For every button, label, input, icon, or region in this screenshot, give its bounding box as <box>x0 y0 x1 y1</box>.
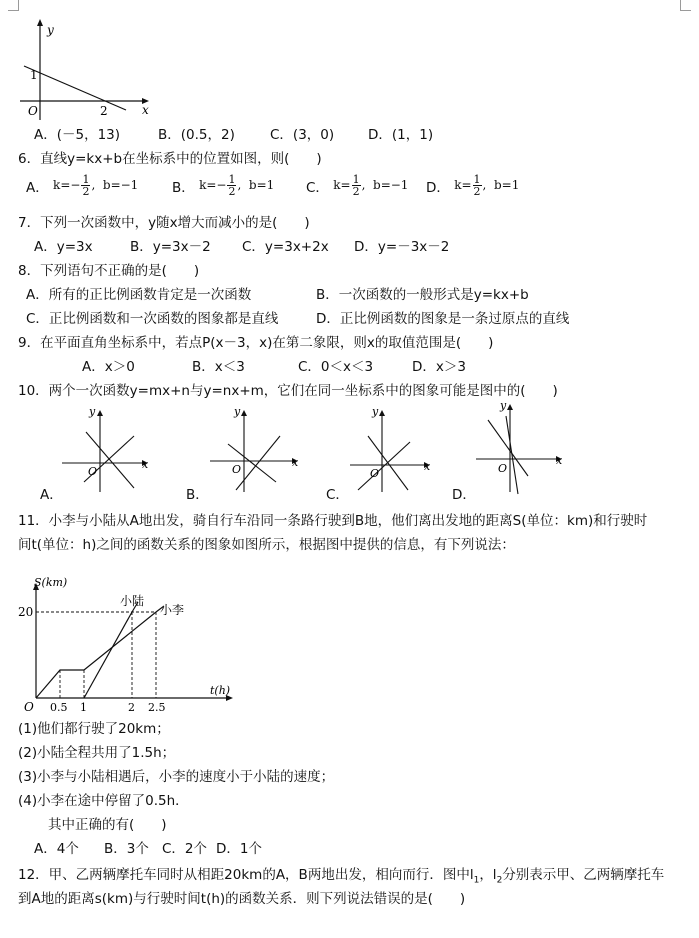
q7-option-c[interactable]: C．y=3x+2x <box>242 239 329 255</box>
q8-option-d[interactable]: D．正比例函数的图象是一条过原点的直线 <box>316 311 570 327</box>
axis-y-label: y <box>47 23 54 37</box>
q6-option-c[interactable]: C． k= $\frac{1}{2}$ , b=−1 <box>306 173 409 198</box>
x-tick-1: 1 <box>80 701 87 714</box>
q6-option-b[interactable]: B． k=− $\frac{1}{2}$ , b=1 <box>172 173 275 198</box>
q11-statement-3: (3)小李与小陆相遇后，小李的速度小于小陆的速度； <box>18 769 335 785</box>
page-corner-mark <box>680 0 691 11</box>
q6-option-d[interactable]: D． k= $\frac{1}{2}$ , b=1 <box>426 173 520 198</box>
q5-graph <box>14 14 154 124</box>
q6-option-a[interactable]: A． k=− $\frac{1}{2}$ , b=−1 <box>26 173 139 198</box>
b-value: b=−1 <box>373 178 409 192</box>
q10-stem: 10．两个一次函数y=mx+n与y=nx+m，它们在同一坐标系中的图象可能是图中的( ) <box>18 383 558 399</box>
q5-option-b[interactable]: B．(0.5，2) <box>158 127 235 143</box>
line-label-xiaoli: 小李 <box>160 603 185 617</box>
page-corner-mark <box>8 0 19 11</box>
q10-option-d[interactable]: D． <box>452 487 476 503</box>
b-value: b=1 <box>248 178 275 192</box>
svg-text:x: x <box>142 458 149 471</box>
q8-option-a[interactable]: A．所有的正比例函数肯定是一次函数 <box>26 287 252 303</box>
q10-option-a[interactable]: A． <box>40 487 63 503</box>
b-value: b=1 <box>493 178 520 192</box>
q12-stem-line2: 到A地的距离s(km)与行驶时间t(h)的函数关系．则下列说法错误的是( ) <box>18 891 466 907</box>
option-letter: D． <box>426 180 450 196</box>
svg-text:y: y <box>234 405 241 418</box>
x-tick-0-5: 0.5 <box>50 701 68 714</box>
q11-prompt: 其中正确的有( ) <box>48 817 167 833</box>
option-letter: C． <box>306 180 329 196</box>
q10-graph-a <box>56 402 166 494</box>
q11-option-d[interactable]: D．1个 <box>216 841 262 857</box>
y-intercept-label: 1 <box>30 68 38 82</box>
svg-text:O: O <box>232 463 242 476</box>
q8-stem: 8．下列语句不正确的是( ) <box>18 263 200 279</box>
q10-graph-d <box>470 398 580 494</box>
k-sign: − <box>70 178 81 192</box>
line-label-xiaolu: 小陆 <box>120 594 145 608</box>
q5-option-a[interactable]: A．(－5，13) <box>34 127 121 143</box>
q11-option-b[interactable]: B．3个 <box>104 841 149 857</box>
svg-text:y: y <box>372 405 379 418</box>
k-fraction: $\frac{1}{2}$ <box>228 173 236 198</box>
k-fraction: $\frac{1}{2}$ <box>82 173 90 198</box>
svg-text:x: x <box>556 454 563 467</box>
q11-option-a[interactable]: A．4个 <box>34 841 79 857</box>
k-fraction: $\frac{1}{2}$ <box>352 173 360 198</box>
svg-text:y: y <box>89 405 96 418</box>
svg-text:O: O <box>498 462 508 475</box>
option-letter: A． <box>26 180 49 196</box>
q10-option-b[interactable]: B． <box>186 487 209 503</box>
x-axis-label: t(h) <box>210 684 231 697</box>
svg-text:O: O <box>88 465 98 478</box>
q10-graph-b <box>204 402 314 494</box>
q11-statement-1: (1)他们都行驶了20km； <box>18 721 170 737</box>
origin-label: O <box>24 700 34 714</box>
q5-option-c[interactable]: C．(3，0) <box>270 127 335 143</box>
svg-text:O: O <box>370 467 380 480</box>
y-axis-label: S(km) <box>34 576 68 589</box>
q9-option-b[interactable]: B．x＜3 <box>192 359 245 375</box>
q11-stem-line2: 间t(单位：h)之间的函数关系的图象如图所示，根据图中提供的信息，有下列说法： <box>18 537 515 553</box>
q7-stem: 7．下列一次函数中，y随x增大而减小的是( ) <box>18 215 310 231</box>
q10-option-c[interactable]: C． <box>326 487 349 503</box>
y-tick-20: 20 <box>18 605 34 619</box>
k-fraction: $\frac{1}{2}$ <box>473 173 481 198</box>
q11-statement-4: (4)小李在途中停留了0.5h． <box>18 793 189 809</box>
axis-x-label: x <box>142 103 149 117</box>
q9-option-d[interactable]: D．x＞3 <box>412 359 466 375</box>
q7-option-b[interactable]: B．y=3x－2 <box>130 239 211 255</box>
q12-stem-line1: 12．甲、乙两辆摩托车同时从相距20km的A，B两地出发，相向而行．图中$l_1$，$l_2$分别表示甲、乙两辆摩托车 <box>18 867 665 886</box>
b-value: b=−1 <box>102 178 139 192</box>
q9-stem: 9．在平面直角坐标系中，若点P(x－3，x)在第二象限，则x的取值范围是( ) <box>18 335 494 351</box>
q11-option-c[interactable]: C．2个 <box>162 841 208 857</box>
svg-text:x: x <box>424 460 431 473</box>
x-tick-2: 2 <box>128 701 135 714</box>
q9-option-a[interactable]: A．x＞0 <box>82 359 135 375</box>
q5-option-d[interactable]: D．(1，1) <box>368 127 434 143</box>
q8-option-b[interactable]: B．一次函数的一般形式是y=kx+b <box>316 287 529 303</box>
svg-text:x: x <box>292 456 299 469</box>
q11-stem-line1: 11．小李与小陆从A地出发，骑自行车沿同一条路行驶到B地，他们离出发地的距离S(单位：km)和行驶时 <box>18 513 648 529</box>
q11-statement-2: (2)小陆全程共用了1.5h； <box>18 745 176 761</box>
origin-label: O <box>28 104 38 118</box>
q7-option-d[interactable]: D．y=－3x－2 <box>354 239 450 255</box>
q9-option-c[interactable]: C．0＜x＜3 <box>298 359 374 375</box>
q10-graph-c <box>344 402 454 494</box>
q6-stem: 6．直线y=kx+b在坐标系中的位置如图，则( ) <box>18 151 322 167</box>
k-sign: − <box>216 178 227 192</box>
x-intercept-label: 2 <box>100 104 108 118</box>
x-tick-2-5: 2.5 <box>148 701 166 714</box>
svg-text:y: y <box>500 399 507 412</box>
q8-option-c[interactable]: C．正比例函数和一次函数的图象都是直线 <box>26 311 279 327</box>
q11-graph <box>14 574 244 714</box>
option-letter: B． <box>172 180 195 196</box>
q7-option-a[interactable]: A．y=3x <box>34 239 93 255</box>
